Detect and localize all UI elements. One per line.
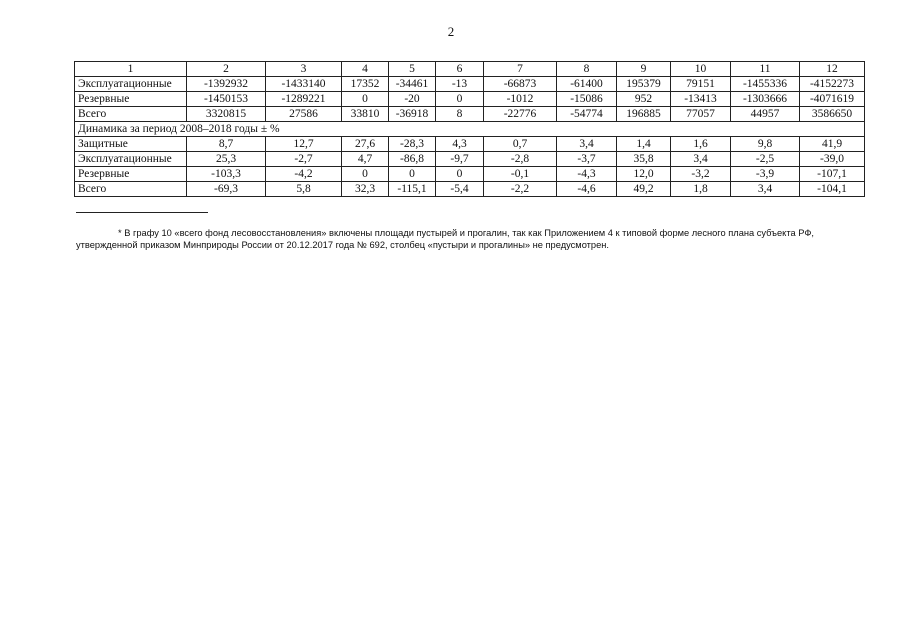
table-cell: -3,9 [731, 167, 800, 182]
row-label: Эксплуатационные [75, 77, 187, 92]
table-cell: -104,1 [800, 182, 865, 197]
table-cell: -1012 [484, 92, 557, 107]
table-cell: -61400 [557, 77, 617, 92]
footnote-line: * В графу 10 «всего фонд лесовосстановления» включены площади пустырей и прогалин, так как Приложением 4 к типовой форме лесного плана субъекта РФ, [118, 228, 814, 238]
footnote [76, 227, 866, 251]
table-cell: -20 [389, 92, 436, 107]
table-cell: -86,8 [389, 152, 436, 167]
table-row [75, 77, 865, 92]
table-cell: 0,7 [484, 137, 557, 152]
table-cell: 0 [342, 92, 389, 107]
table-cell: -69,3 [187, 182, 266, 197]
row-label: Резервные [75, 167, 187, 182]
column-header: 1 [75, 62, 187, 77]
table-cell: 79151 [671, 77, 731, 92]
table-cell: -3,2 [671, 167, 731, 182]
table-cell: -1433140 [266, 77, 342, 92]
row-label: Защитные [75, 137, 187, 152]
table-cell: 4,7 [342, 152, 389, 167]
table-cell: 3,4 [557, 137, 617, 152]
table-cell: 4,3 [436, 137, 484, 152]
column-header: 12 [800, 62, 865, 77]
table-cell: 3,4 [671, 152, 731, 167]
column-header: 4 [342, 62, 389, 77]
table-cell: -0,1 [484, 167, 557, 182]
table-cell: 952 [617, 92, 671, 107]
table-cell: 8 [436, 107, 484, 122]
table-cell: -66873 [484, 77, 557, 92]
table-cell: 195379 [617, 77, 671, 92]
table-cell: -15086 [557, 92, 617, 107]
table-cell: -28,3 [389, 137, 436, 152]
table-cell: 3,4 [731, 182, 800, 197]
footnote-separator [76, 212, 208, 213]
table-row [75, 107, 865, 122]
table-cell: -36918 [389, 107, 436, 122]
column-header: 3 [266, 62, 342, 77]
table-cell: -1289221 [266, 92, 342, 107]
table-cell: 1,6 [671, 137, 731, 152]
table-row [75, 152, 865, 167]
table-cell: 0 [436, 167, 484, 182]
table-cell: -103,3 [187, 167, 266, 182]
row-label: Всего [75, 182, 187, 197]
table-cell: -39,0 [800, 152, 865, 167]
row-label: Всего [75, 107, 187, 122]
table-cell: -4,2 [266, 167, 342, 182]
table-cell: 3320815 [187, 107, 266, 122]
table-cell: -1303666 [731, 92, 800, 107]
table-cell: 12,0 [617, 167, 671, 182]
table-cell: 77057 [671, 107, 731, 122]
table-cell: 1,4 [617, 137, 671, 152]
column-header: 5 [389, 62, 436, 77]
table-cell: -1392932 [187, 77, 266, 92]
table-cell: 17352 [342, 77, 389, 92]
page-number: 2 [447, 24, 455, 39]
table-cell: -4152273 [800, 77, 865, 92]
table-cell: 49,2 [617, 182, 671, 197]
row-label: Эксплуатационные [75, 152, 187, 167]
section-row [75, 122, 865, 137]
table-cell: 41,9 [800, 137, 865, 152]
forest-fund-table [74, 61, 865, 197]
table-cell: 0 [436, 92, 484, 107]
table-cell: 3586650 [800, 107, 865, 122]
table-cell: -2,8 [484, 152, 557, 167]
table-cell: -107,1 [800, 167, 865, 182]
table-cell: -1455336 [731, 77, 800, 92]
table-cell: -2,5 [731, 152, 800, 167]
table-cell: 5,8 [266, 182, 342, 197]
row-label: Резервные [75, 92, 187, 107]
table-cell: 0 [342, 167, 389, 182]
column-header: 2 [187, 62, 266, 77]
table-cell: 32,3 [342, 182, 389, 197]
table-cell: 12,7 [266, 137, 342, 152]
table-cell: -3,7 [557, 152, 617, 167]
column-header: 11 [731, 62, 800, 77]
table-cell: -1450153 [187, 92, 266, 107]
table-cell: 196885 [617, 107, 671, 122]
table-cell: -13 [436, 77, 484, 92]
table-row [75, 137, 865, 152]
table-cell: -115,1 [389, 182, 436, 197]
table-row [75, 167, 865, 182]
header-row [75, 62, 865, 77]
table-cell: -22776 [484, 107, 557, 122]
table-cell: 27,6 [342, 137, 389, 152]
column-header: 10 [671, 62, 731, 77]
table-cell: -4,6 [557, 182, 617, 197]
table-cell: 8,7 [187, 137, 266, 152]
table-cell: 1,8 [671, 182, 731, 197]
table-cell: -13413 [671, 92, 731, 107]
table-cell: 33810 [342, 107, 389, 122]
column-header: 7 [484, 62, 557, 77]
column-header: 8 [557, 62, 617, 77]
table-cell: -4,3 [557, 167, 617, 182]
table-cell: 0 [389, 167, 436, 182]
table-cell: -4071619 [800, 92, 865, 107]
table-cell: -2,2 [484, 182, 557, 197]
table-cell: 9,8 [731, 137, 800, 152]
table-row [75, 92, 865, 107]
table-cell: 35,8 [617, 152, 671, 167]
table-cell: -54774 [557, 107, 617, 122]
table-row [75, 182, 865, 197]
table-cell: -2,7 [266, 152, 342, 167]
footnote-line: утвержденной приказом Минприроды России от 20.12.2017 года № 692, столбец «пустыри и прогалины» не предусмотрен. [76, 240, 609, 250]
table-cell: -9,7 [436, 152, 484, 167]
column-header: 9 [617, 62, 671, 77]
table-cell: -5,4 [436, 182, 484, 197]
table-cell: 27586 [266, 107, 342, 122]
section-title: Динамика за период 2008–2018 годы ± % [75, 122, 865, 137]
table-cell: -34461 [389, 77, 436, 92]
table-cell: 44957 [731, 107, 800, 122]
table-cell: 25,3 [187, 152, 266, 167]
column-header: 6 [436, 62, 484, 77]
